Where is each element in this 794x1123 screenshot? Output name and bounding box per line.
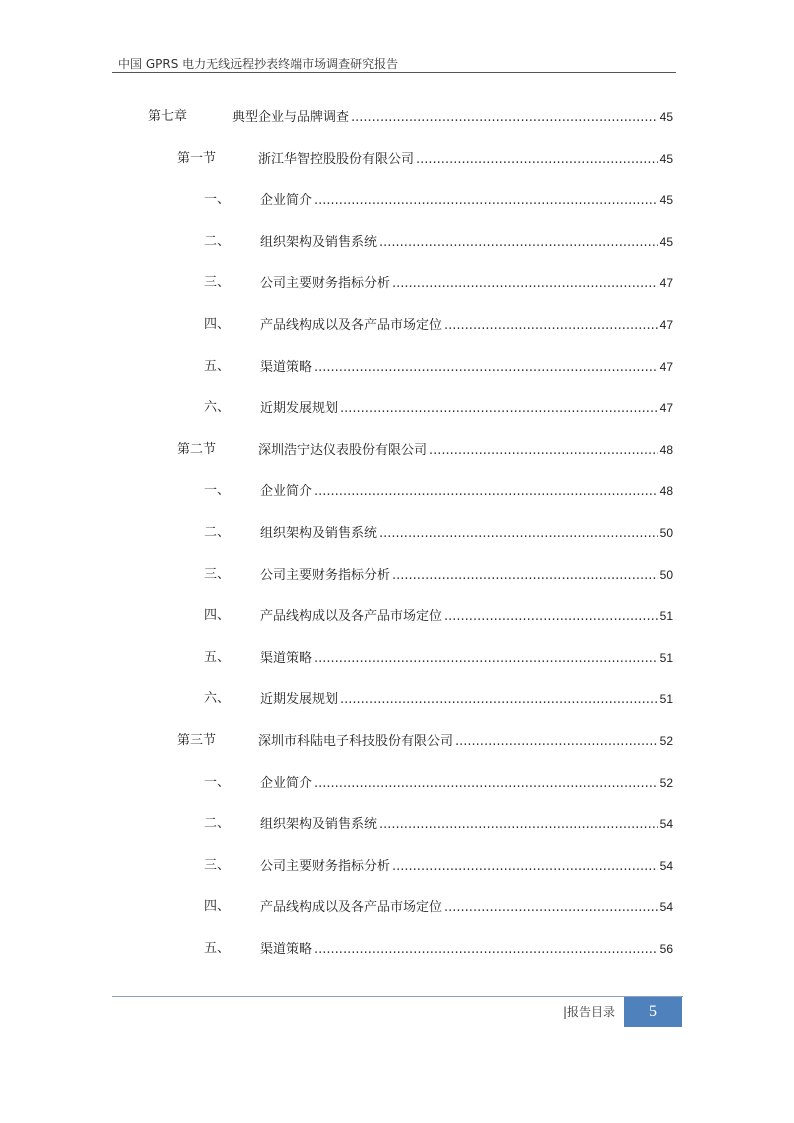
toc-dot-leader [416, 149, 658, 171]
toc-entry-title: 深圳浩宁达仪表股份有限公司 [258, 443, 428, 458]
toc-dot-leader [379, 523, 658, 545]
toc-entry-item[interactable] [0, 647, 794, 669]
toc-entry-title: 产品线构成以及各产品市场定位 [260, 900, 443, 915]
toc-entry-title: 公司主要财务指标分析 [260, 859, 391, 874]
toc-entry-title-line [260, 855, 673, 878]
toc-entry-item[interactable] [0, 189, 794, 211]
toc-entry-page: 52 [659, 776, 673, 790]
toc-entry-number: 五、 [204, 941, 231, 956]
toc-dot-leader [314, 190, 658, 212]
toc-dot-leader [444, 606, 658, 628]
toc-dot-leader [314, 939, 658, 961]
toc-entry-title: 渠道策略 [260, 651, 313, 666]
toc-entry-page: 45 [659, 110, 673, 124]
toc-entry-section[interactable] [0, 148, 794, 170]
toc-dot-leader [392, 856, 658, 878]
toc-entry-title: 深圳市科陆电子科技股份有限公司 [258, 734, 454, 749]
toc-dot-leader [392, 273, 658, 295]
toc-entry-title: 近期发展规划 [260, 401, 339, 416]
toc-entry-title-line [260, 522, 673, 545]
toc-entry-item[interactable] [0, 772, 794, 794]
toc-dot-leader [379, 814, 658, 836]
toc-dot-leader [444, 897, 658, 919]
toc-entry-number: 六、 [204, 691, 231, 706]
toc-entry-item[interactable] [0, 231, 794, 253]
toc-entry-chapter[interactable] [0, 106, 794, 128]
toc-entry-title-line [260, 189, 673, 212]
toc-entry-number: 四、 [204, 608, 231, 623]
toc-entry-title: 企业简介 [260, 484, 313, 499]
toc-entry-title-line [260, 480, 673, 503]
toc-dot-leader [314, 357, 658, 379]
toc-entry-number: 四、 [204, 899, 231, 914]
toc-entry-number: 二、 [204, 234, 231, 249]
toc-entry-page: 54 [659, 817, 673, 831]
toc-entry-title: 渠道策略 [260, 360, 313, 375]
toc-entry-title-line [260, 564, 673, 587]
toc-entry-number: 三、 [204, 275, 231, 290]
toc-entry-title-line [260, 688, 673, 711]
toc-entry-item[interactable] [0, 522, 794, 544]
toc-entry-number: 一、 [204, 775, 231, 790]
toc-entry-number: 第七章 [148, 109, 188, 124]
toc-dot-leader [379, 232, 658, 254]
toc-entry-title: 渠道策略 [260, 942, 313, 957]
footer-section-label: |报告目录 [563, 1005, 616, 1019]
toc-entry-number: 三、 [204, 567, 231, 582]
toc-entry-number: 四、 [204, 317, 231, 332]
toc-entry-title-line [232, 106, 673, 129]
toc-entry-page: 54 [659, 859, 673, 873]
toc-entry-title-line [258, 439, 673, 462]
toc-entry-item[interactable] [0, 605, 794, 627]
toc-entry-title: 公司主要财务指标分析 [260, 276, 391, 291]
toc-entry-title: 企业简介 [260, 776, 313, 791]
toc-entry-page: 48 [659, 484, 673, 498]
toc-entry-title: 浙江华智控股股份有限公司 [258, 152, 415, 167]
toc-entry-page: 45 [659, 193, 673, 207]
toc-entry-page: 56 [659, 942, 673, 956]
toc-entry-item[interactable] [0, 356, 794, 378]
toc-dot-leader [314, 481, 658, 503]
toc-entry-page: 47 [659, 360, 673, 374]
toc-entry-section[interactable] [0, 730, 794, 752]
toc-entry-item[interactable] [0, 272, 794, 294]
header-divider [112, 72, 676, 73]
toc-dot-leader [392, 565, 658, 587]
toc-entry-section[interactable] [0, 439, 794, 461]
toc-entry-page: 48 [659, 443, 673, 457]
toc-entry-item[interactable] [0, 564, 794, 586]
toc-entry-number: 三、 [204, 858, 231, 873]
toc-entry-number: 二、 [204, 816, 231, 831]
toc-entry-page: 50 [659, 568, 673, 582]
toc-entry-number: 五、 [204, 359, 231, 374]
toc-entry-title-line [260, 938, 673, 961]
toc-entry-title: 近期发展规划 [260, 692, 339, 707]
toc-entry-title-line [260, 813, 673, 836]
toc-entry-title: 企业简介 [260, 193, 313, 208]
toc-entry-page: 51 [659, 692, 673, 706]
toc-entry-item[interactable] [0, 896, 794, 918]
toc-entry-title-line [260, 896, 673, 919]
toc-entry-title: 典型企业与品牌调查 [232, 110, 350, 125]
toc-entry-page: 47 [659, 401, 673, 415]
toc-entry-title-line [260, 272, 673, 295]
toc-entry-title-line [260, 605, 673, 628]
toc-entry-page: 52 [659, 734, 673, 748]
toc-entry-title-line [258, 148, 673, 171]
toc-entry-page: 45 [659, 235, 673, 249]
toc-entry-title: 产品线构成以及各产品市场定位 [260, 318, 443, 333]
toc-dot-leader [340, 398, 658, 420]
toc-entry-number: 第一节 [177, 151, 217, 166]
toc-entry-title-line [260, 647, 673, 670]
toc-entry-title: 组织架构及销售系统 [260, 235, 378, 250]
toc-entry-page: 50 [659, 526, 673, 540]
toc-dot-leader [429, 440, 658, 462]
toc-entry-page: 51 [659, 609, 673, 623]
toc-entry-item[interactable] [0, 480, 794, 502]
toc-entry-number: 一、 [204, 483, 231, 498]
toc-entry-title-line [260, 314, 673, 337]
toc-entry-page: 51 [659, 651, 673, 665]
toc-entry-number: 一、 [204, 192, 231, 207]
toc-entry-item[interactable] [0, 688, 794, 710]
page-number-badge: 5 [624, 997, 682, 1027]
toc-entry-title: 公司主要财务指标分析 [260, 568, 391, 583]
toc-entry-title-line [260, 231, 673, 254]
toc-dot-leader [314, 648, 658, 670]
toc-entry-page: 47 [659, 276, 673, 290]
footer-divider [112, 996, 683, 997]
toc-entry-page: 47 [659, 318, 673, 332]
toc-entry-title: 组织架构及销售系统 [260, 817, 378, 832]
toc-entry-page: 45 [659, 152, 673, 166]
toc-dot-leader [314, 773, 658, 795]
toc-dot-leader [340, 689, 658, 711]
toc-entry-number: 五、 [204, 650, 231, 665]
toc-entry-number: 第三节 [177, 733, 217, 748]
toc-dot-leader [444, 315, 658, 337]
toc-entry-page: 54 [659, 900, 673, 914]
toc-entry-number: 二、 [204, 525, 231, 540]
toc-entry-title: 产品线构成以及各产品市场定位 [260, 609, 443, 624]
toc-entry-title-line [258, 730, 673, 753]
toc-entry-title-line [260, 356, 673, 379]
toc-dot-leader [455, 731, 658, 753]
toc-entry-item[interactable] [0, 397, 794, 419]
toc-dot-leader [351, 107, 658, 129]
toc-entry-item[interactable] [0, 813, 794, 835]
toc-entry-title: 组织架构及销售系统 [260, 526, 378, 541]
toc-entry-item[interactable] [0, 314, 794, 336]
toc-entry-item[interactable] [0, 938, 794, 960]
toc-entry-item[interactable] [0, 855, 794, 877]
toc-entry-title-line [260, 772, 673, 795]
toc-entry-number: 第二节 [177, 442, 217, 457]
toc-entry-number: 六、 [204, 400, 231, 415]
toc-entry-title-line [260, 397, 673, 420]
running-header-title: 中国 GPRS 电力无线远程抄表终端市场调查研究报告 [118, 57, 399, 71]
